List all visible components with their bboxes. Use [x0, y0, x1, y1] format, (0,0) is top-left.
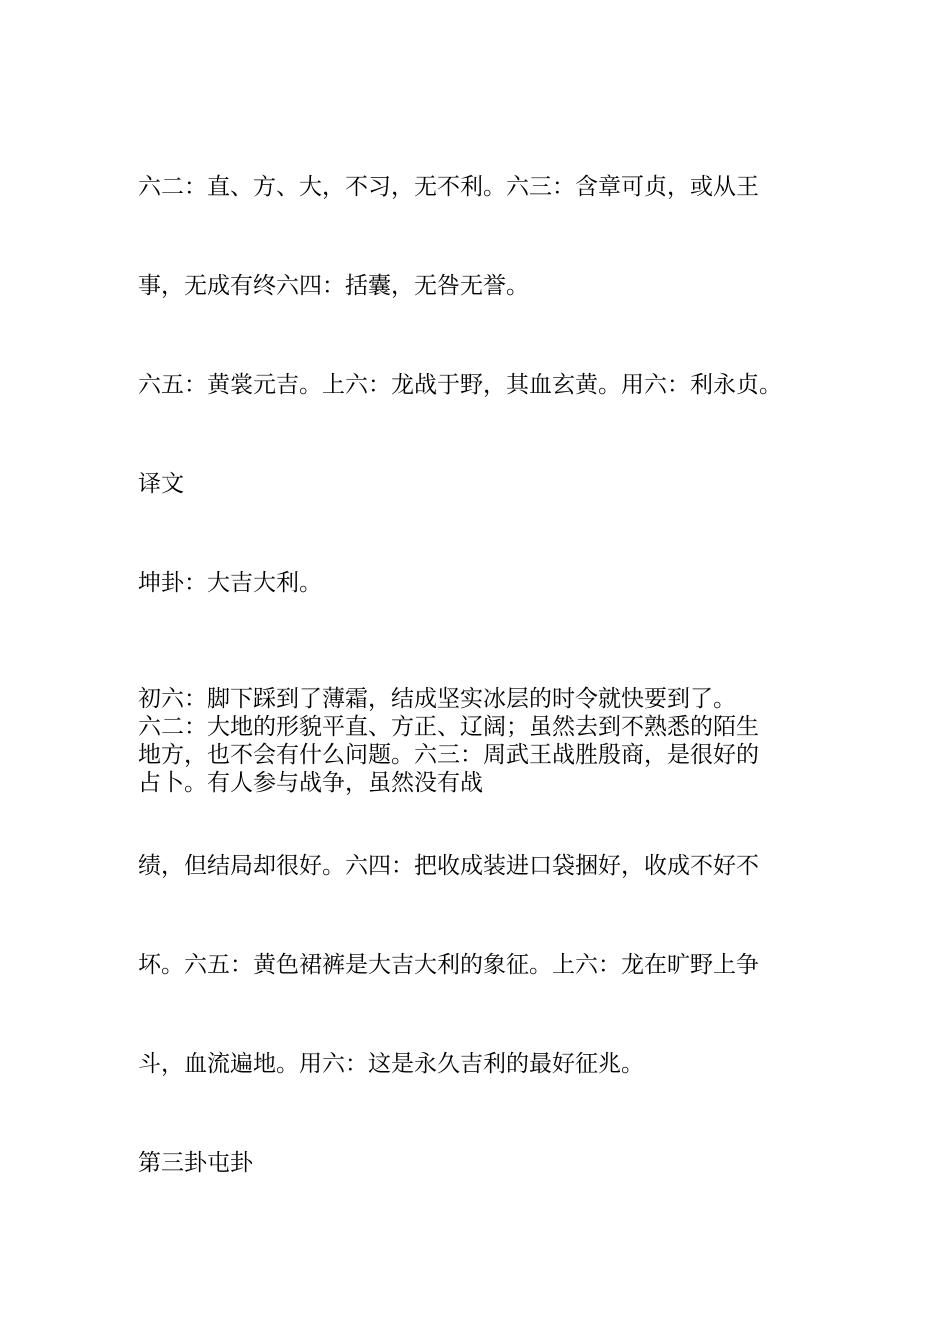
text-line: 初六：脚下踩到了薄霜，结成坚实冰层的时令就快要到了。	[138, 686, 736, 712]
text-line: 占卜。有人参与战争，虽然没有战	[138, 770, 483, 796]
text-line: 六五：黄裳元吉。上六：龙战于野，其血玄黄。用六：利永贞。	[138, 372, 782, 398]
text-line: 六二：大地的形貌平直、方正、辽阔；虽然去到不熟悉的陌生	[138, 714, 759, 740]
text-line: 斗，血流遍地。用六：这是永久吉利的最好征兆。	[138, 1051, 644, 1077]
section-heading: 译文	[138, 471, 184, 497]
text-line: 坤卦：大吉大利。	[138, 570, 322, 596]
text-line: 地方，也不会有什么问题。六三：周武王战胜殷商，是很好的	[138, 742, 759, 768]
text-line: 绩，但结局却很好。六四：把收成装进口袋捆好，收成不好不	[138, 853, 759, 879]
text-line: 六二：直、方、大，不习，无不利。六三：含章可贞，或从王	[138, 174, 759, 200]
text-line: 坏。六五：黄色裙裤是大吉大利的象征。上六：龙在旷野上争	[138, 952, 759, 978]
text-line: 事，无成有终六四：括囊，无咎无誉。	[138, 273, 529, 299]
section-heading: 第三卦屯卦	[138, 1150, 253, 1176]
